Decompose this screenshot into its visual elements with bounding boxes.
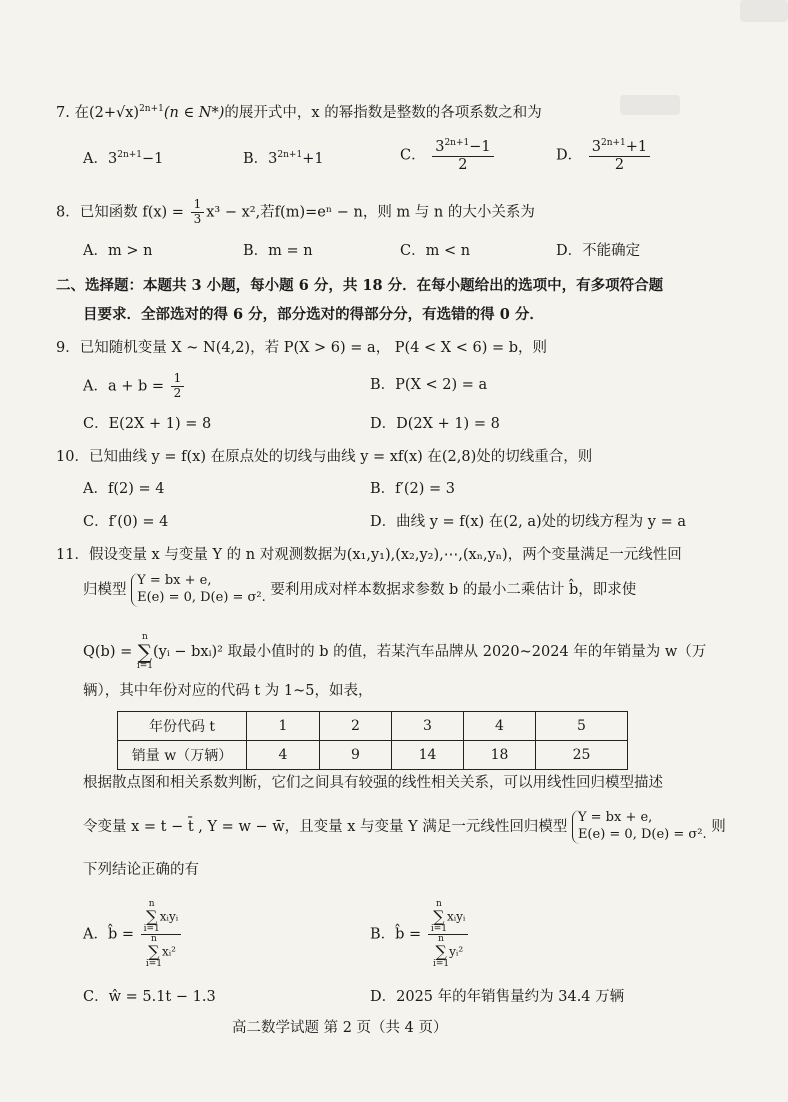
q7-option-c: C． $\frac{3^{2n+1}-1}{2}$: [400, 138, 496, 173]
table-cell: 1: [247, 712, 320, 741]
q11-option-a: A．b̂ = n ∑ i=1 xᵢyᵢ n ∑ i=1 xᵢ²: [83, 900, 183, 969]
sales-table: [117, 711, 628, 770]
q10-stem: 10．已知曲线 y = f(x) 在原点处的切线与曲线 y = xf(x) 在(2,8)处的切线重合，则: [56, 449, 593, 465]
q8-option-b: B．m = n: [243, 243, 313, 259]
scan-smudge: [740, 0, 788, 22]
q11-stem-line1: 11．假设变量 x 与变量 Y 的 n 对观测数据为(x₁,y₁),(x₂,y₂),⋯,(xₙ,yₙ)，两个变量满足一元线性回: [56, 547, 682, 563]
table-cell: 4: [464, 712, 536, 741]
q7-stem: 7. 在$(2+√x)^{2n+1}(n$ ∈ N*)的展开式中，x 的幂指数是整数的各项系数之和为: [56, 104, 542, 121]
q11-option-b: B．b̂ = n ∑ i=1 xᵢyᵢ n ∑ i=1 yᵢ²: [370, 900, 470, 969]
table-cell: 18: [464, 741, 536, 770]
q11-option-c: C．ŵ = 5.1t − 1.3: [83, 989, 216, 1005]
page-footer: 高二数学试题 第 2 页（共 4 页）: [232, 1020, 448, 1036]
table-cell: 5: [536, 712, 628, 741]
scan-smudge: [620, 95, 680, 115]
q9-stem: 9．已知随机变量 X ~ N(4,2)，若 P(X > 6) = a， P(4 < X < 6) = b，则: [56, 340, 548, 356]
sum-symbol: n ∑ i=1: [136, 632, 154, 671]
q11-option-d: D．2025 年的年销售量约为 34.4 万辆: [370, 989, 625, 1005]
q7-option-a: A．$3^{2n+1}-1$: [83, 150, 164, 167]
q9-option-c: C．E(2X + 1) = 8: [83, 416, 212, 432]
table-cell: 9: [320, 741, 392, 770]
table-header-cell: 年份代码 t: [118, 712, 247, 741]
table-cell: 14: [392, 741, 464, 770]
q11-stem-line7: 下列结论正确的有: [83, 862, 199, 878]
table-row: [118, 741, 628, 770]
model-brace: Y = bx + e, E(e) = 0, D(e) = σ².: [131, 573, 266, 607]
table-cell: 4: [247, 741, 320, 770]
table-header-cell: 销量 w（万辆）: [118, 741, 247, 770]
q11-stem-line4: 辆），其中年份对应的代码 t 为 1~5，如表，: [83, 683, 373, 699]
q8-option-c: C．m < n: [400, 243, 471, 259]
q8-option-a: A．m > n: [83, 243, 153, 259]
q10-option-a: A．f(2) = 4: [83, 481, 165, 497]
q7-option-d: D． $\frac{3^{2n+1}+1}{2}$: [556, 138, 652, 173]
q10-option-b: B．f′(2) = 3: [370, 481, 455, 497]
table-cell: 3: [392, 712, 464, 741]
q11-stem-line2: 归模型 Y = bx + e, E(e) = 0, D(e) = σ². 要利用成对样本数据求参数 b 的最小二乘估计 b̂，即求使: [83, 573, 637, 605]
q10-option-c: C．f′(0) = 4: [83, 514, 169, 530]
q9-option-b: B．P(X < 2) = a: [370, 377, 488, 393]
model-brace: Y = bx + e, E(e) = 0, D(e) = σ².: [572, 810, 707, 844]
q8-option-d: D．不能确定: [556, 243, 641, 259]
table-row: [118, 712, 628, 741]
q11-stem-line5: 根据散点图和相关系数判断，它们之间具有较强的线性相关关系，可以用线性回归模型描述: [83, 775, 663, 791]
q9-option-a: A．a + b = $\frac{1}{2}$: [83, 372, 186, 401]
table-cell: 25: [536, 741, 628, 770]
table-cell: 2: [320, 712, 392, 741]
q7-option-b: B．$3^{2n+1}+1$: [243, 150, 324, 167]
q8-stem: 8．已知函数 f(x) = $\frac{1}{3}$ x³ − x²,若f(m)=eⁿ − n，则 m 与 n 的大小关系为: [56, 197, 535, 226]
section2-heading-line2: 目要求．全部选对的得 6 分，部分选对的得部分分，有选错的得 0 分．: [83, 306, 544, 323]
q10-option-d: D．曲线 y = f(x) 在(2, a)处的切线方程为 y = a: [370, 514, 686, 530]
q9-option-d: D．D(2X + 1) = 8: [370, 416, 500, 432]
q11-stem-line3: Q(b) = n ∑ i=1 (yᵢ − bxᵢ)² 取最小值时的 b 的值，若某汽车品牌从 2020~2024 年的年销量为 w（万: [83, 632, 707, 671]
q11-stem-line6: 令变量 x = t − t̄ , Y = w − w̄，且变量 x 与变量 Y 满足一元线性回归模型 Y = bx + e, E(e) = 0, D(e) = σ². 则: [83, 810, 726, 842]
section2-heading-line1: 二、选择题：本题共 3 小题，每小题 6 分，共 18 分．在每小题给出的选项中，有多项符合题: [56, 277, 664, 294]
